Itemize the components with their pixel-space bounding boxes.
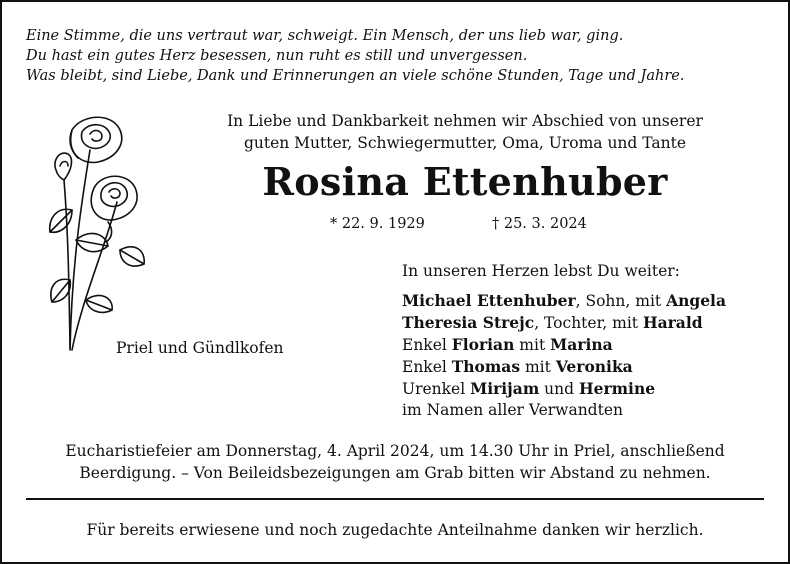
rose-icon: [42, 110, 152, 360]
mourner-text: , Tochter, mit: [534, 314, 643, 332]
mourner-line: [402, 312, 772, 334]
mourner-name: Veronika: [555, 357, 633, 376]
motto-line: Eine Stimme, die uns vertraut war, schweigt. Ein Mensch, der uns lieb war, ging.: [26, 28, 624, 44]
mourners-list: [402, 290, 772, 421]
thanks-note: Für bereits erwiesene und noch zugedachte Anteilnahme danken wir herzlich.: [86, 521, 704, 539]
mourner-name: Theresia Strejc: [402, 313, 535, 332]
mourner-line: [402, 356, 772, 378]
service-line: Eucharistiefeier am Donnerstag, 4. April 2024, um 14.30 Uhr in Priel, anschließend: [65, 442, 725, 460]
motto-line: Was bleibt, sind Liebe, Dank und Erinnerungen an viele schöne Stunden, Tage und Jahre.: [26, 68, 685, 84]
mourner-name: Florian: [451, 335, 515, 354]
motto-line: Du hast ein gutes Herz besessen, nun ruht es still und unvergessen.: [26, 48, 528, 64]
mourner-text: , Sohn, mit: [575, 292, 667, 310]
divider: [26, 498, 764, 500]
mourner-name: Mirijam: [470, 379, 540, 398]
birth-date: * 22. 9. 1929: [330, 216, 425, 232]
mourner-text: und: [539, 380, 579, 398]
mourner-name: Angela: [666, 291, 726, 310]
intro-line: In Liebe und Dankbarkeit nehmen wir Abschied von unserer: [227, 112, 703, 130]
intro-text: [180, 110, 750, 154]
service-line: Beerdigung. – Von Beileidsbezeigungen am Grab bitten wir Abstand zu nehmen.: [79, 464, 711, 482]
motto-verse: [26, 26, 766, 86]
mourner-text: mit: [514, 336, 551, 354]
mourner-line: [402, 378, 772, 400]
service-info: [20, 440, 770, 484]
mourner-name: Hermine: [578, 379, 656, 398]
mourner-text: mit: [520, 358, 556, 376]
mourner-line: [402, 400, 772, 421]
mourner-name: Marina: [550, 335, 613, 354]
mourner-text: Urenkel: [402, 380, 471, 398]
deceased-name: Rosina Ettenhuber: [262, 159, 668, 204]
mourner-name: Michael Ettenhuber: [402, 291, 576, 310]
mourner-name: Thomas: [451, 357, 521, 376]
mourner-line: [402, 290, 772, 312]
mourner-name: Harald: [642, 313, 703, 332]
mourners-heading: In unseren Herzen lebst Du weiter:: [402, 262, 680, 280]
place-of-residence: Priel und Gündlkofen: [116, 339, 284, 357]
intro-line: guten Mutter, Schwiegermutter, Oma, Uroma und Tante: [243, 134, 687, 152]
mourner-text: im Namen aller Verwandten: [402, 401, 623, 419]
death-date: † 25. 3. 2024: [492, 216, 587, 232]
mourner-text: Enkel: [402, 358, 452, 376]
mourner-text: Enkel: [402, 336, 452, 354]
mourner-line: [402, 334, 772, 356]
